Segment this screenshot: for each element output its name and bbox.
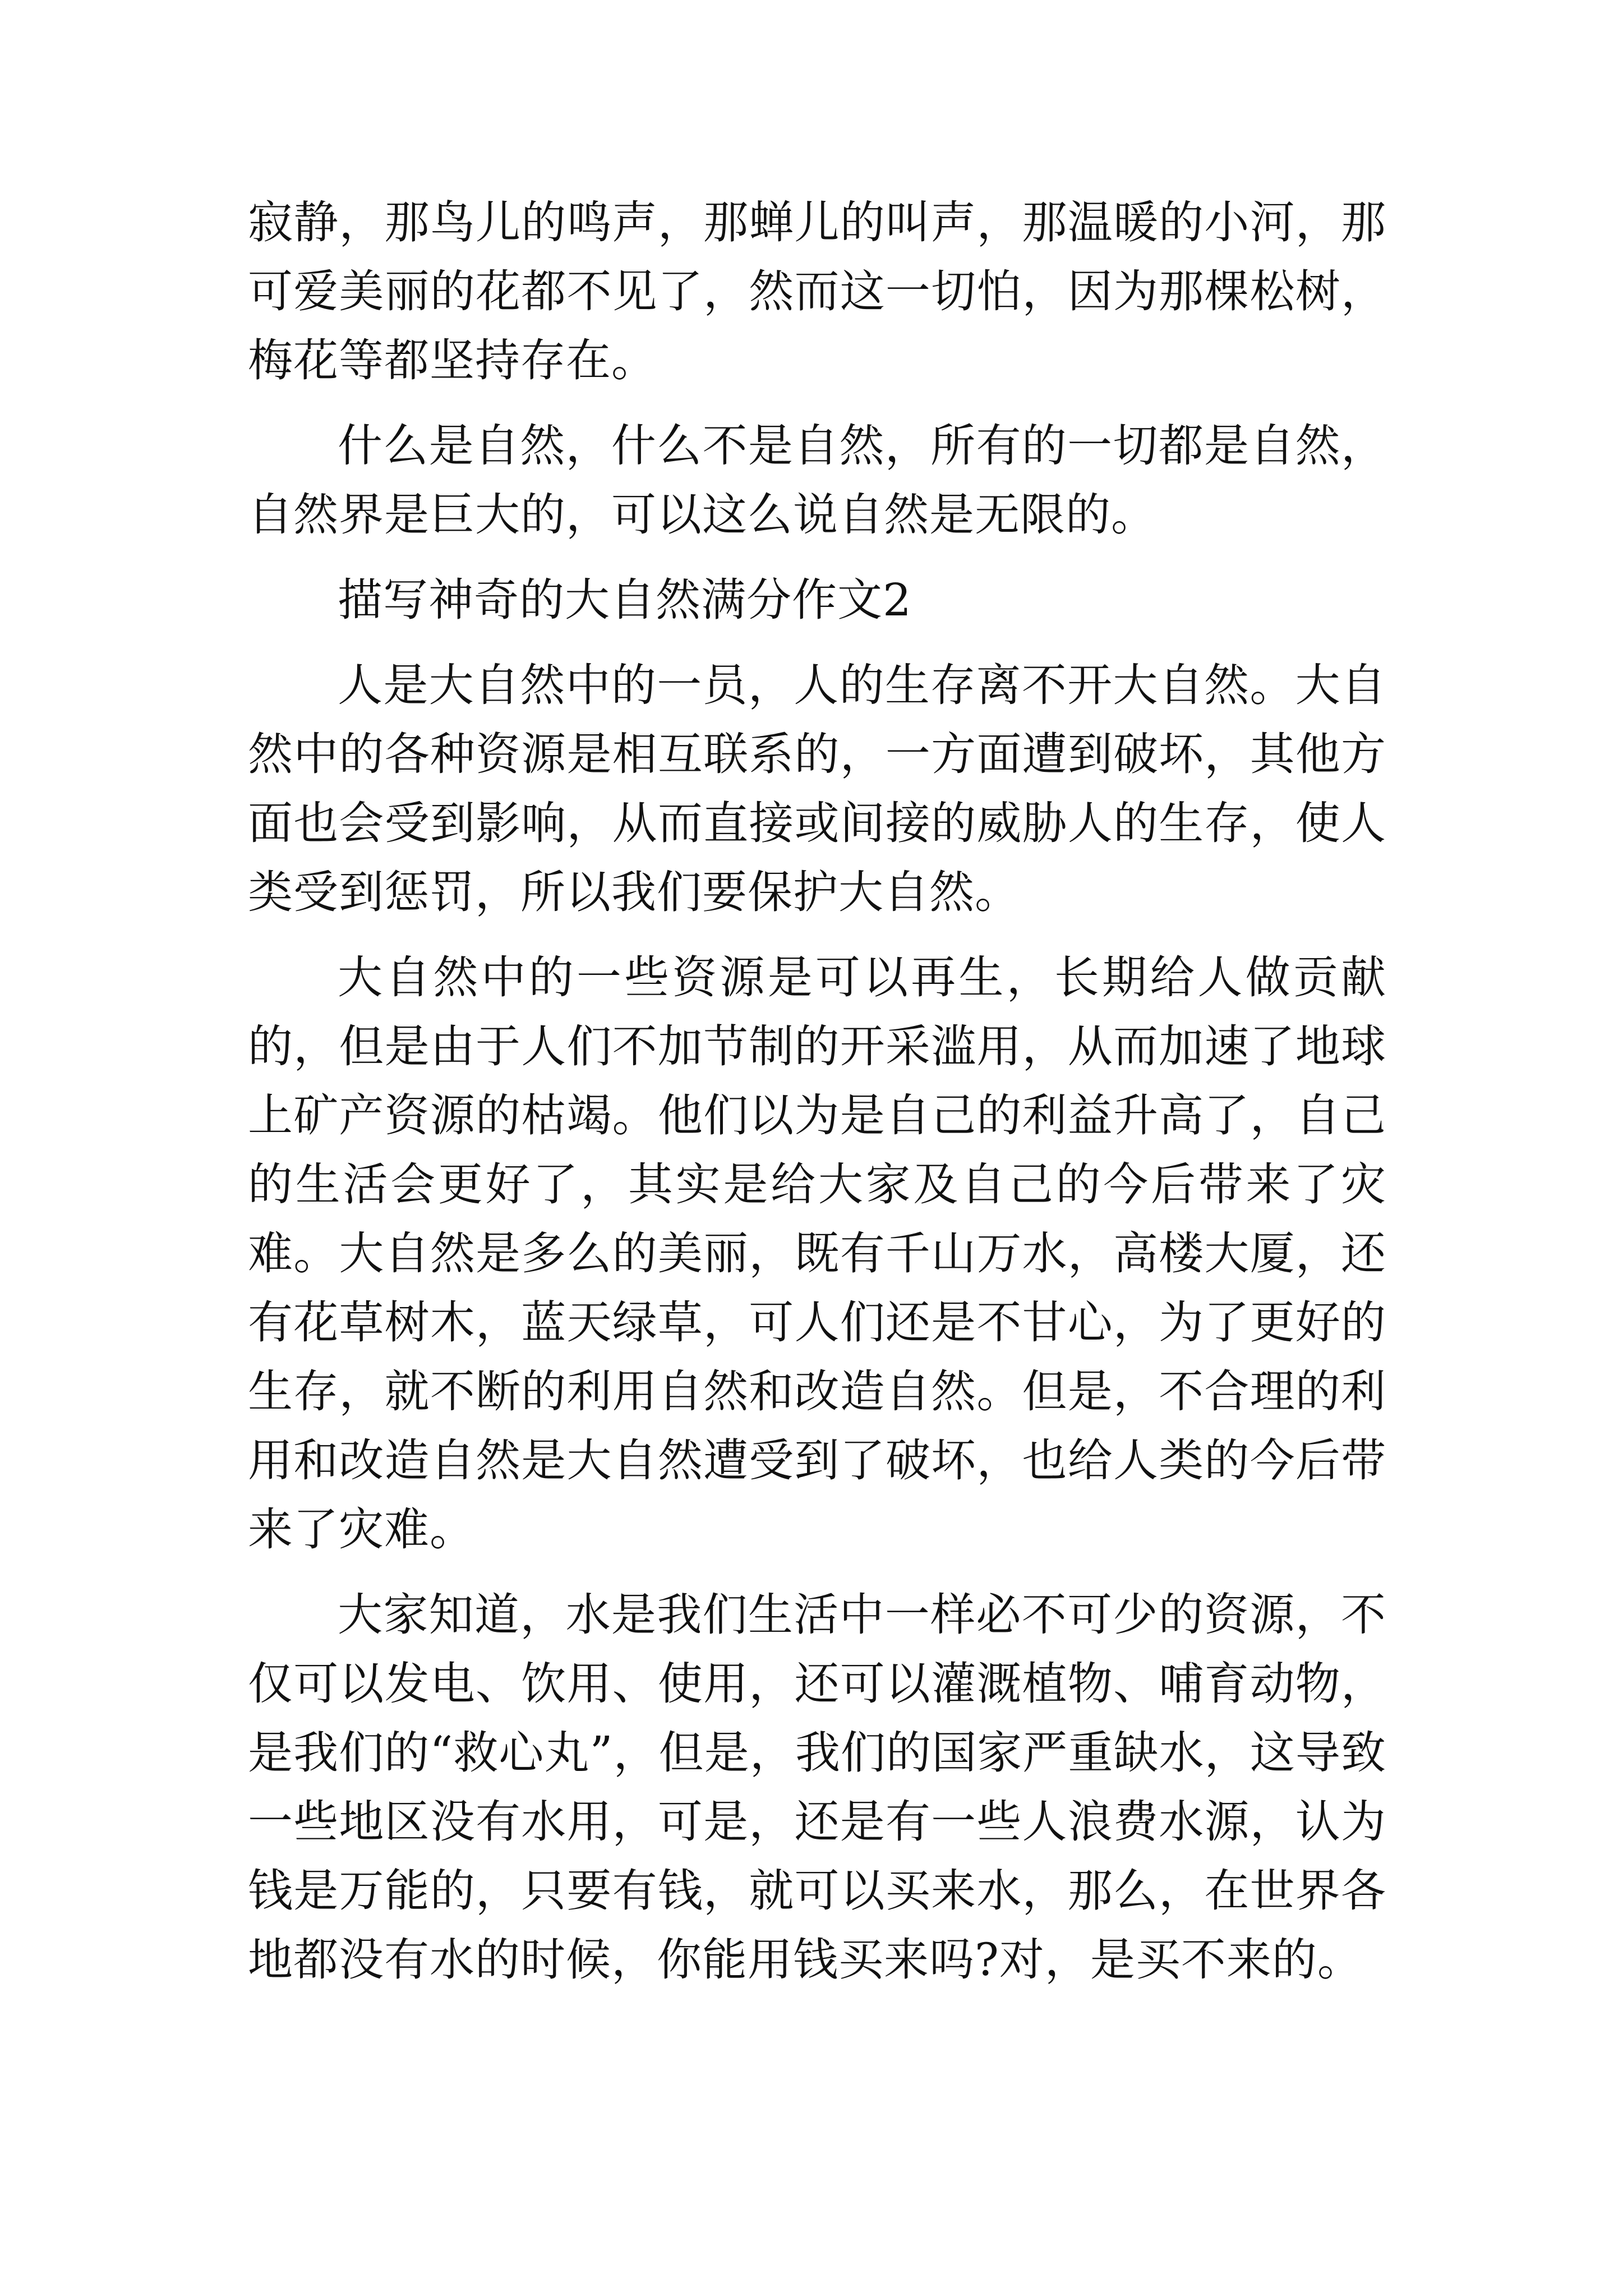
paragraph: 什么是自然，什么不是自然，所有的一切都是自然，自然界是巨大的，可以这么说自然是无限的。 bbox=[248, 420, 1386, 541]
paragraph: 大家知道，水是我们生活中一样必不可少的资源，不仅可以发电、饮用、使用，还可以灌溉植物、哺育动物，是我们的“救心丸”，但是，我们的国家严重缺水，这导致一些地区没有水用，可是，还是有一些人浪费水源，认为钱是万能的，只要有钱，就可以买来水，那么，在世界各地都没有水的时候，你能用钱买来吗?对，是买不来的。 bbox=[248, 1589, 1386, 1986]
paragraph: 人是大自然中的一员，人的生存离不开大自然。大自然中的各种资源是相互联系的，一方面遭到破坏，其他方面也会受到影响，从而直接或间接的威胁人的生存，使人类受到惩罚，所以我们要保护大自然。 bbox=[248, 659, 1386, 918]
paragraph-continuation: 寂静，那鸟儿的鸣声，那蝉儿的叫声，那温暖的小河，那可爱美丽的花都不见了，然而这一切怕，因为那棵松树，梅花等都坚持存在。 bbox=[248, 196, 1386, 386]
document-body bbox=[248, 188, 1386, 2010]
paragraph: 大自然中的一些资源是可以再生，长期给人做贡献的，但是由于人们不加节制的开采滥用，从而加速了地球上矿产资源的枯竭。他们以为是自己的利益升高了，自己的生活会更好了，其实是给大家及自己的今后带来了灾难。大自然是多么的美丽，既有千山万水，高楼大厦，还有花草树木，蓝天绿草，可人们还是不甘心，为了更好的生存，就不断的利用自然和改造自然。但是，不合理的利用和改造自然是大自然遭受到了破坏，也给人类的今后带来了灾难。 bbox=[248, 951, 1386, 1556]
essay-subtitle: 描写神奇的大自然满分作文2 bbox=[338, 574, 912, 626]
